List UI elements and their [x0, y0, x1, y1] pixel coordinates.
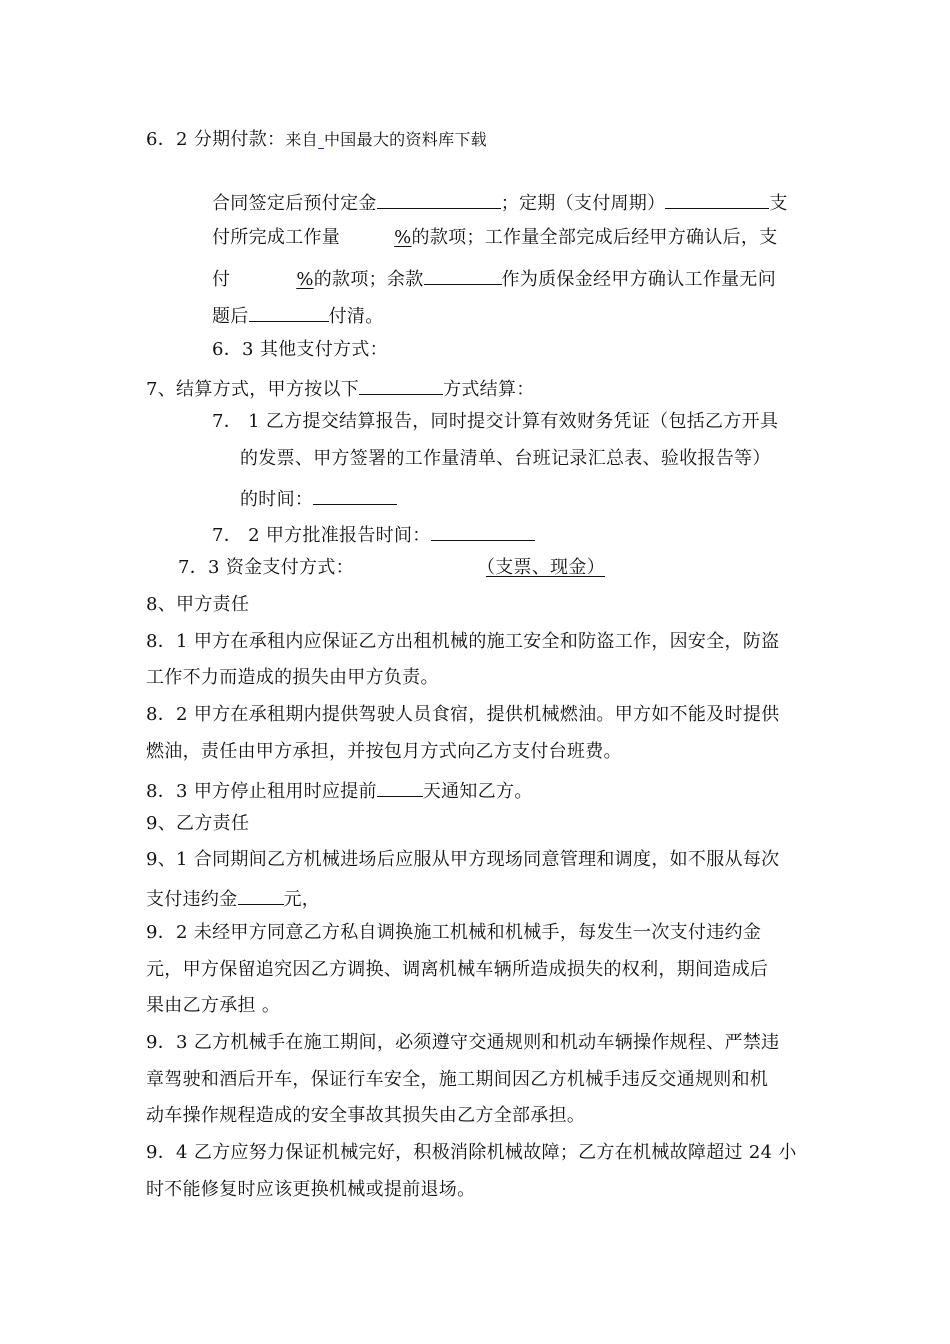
text: 付所完成工作量: [212, 227, 341, 248]
text: 合同签定后预付定金: [212, 193, 377, 214]
settlement-method-blank: [359, 374, 443, 395]
section-7-1-line-3: [240, 484, 397, 512]
settle-blank: [249, 301, 329, 322]
text: 7．3 资金支付方式：: [178, 557, 354, 578]
section-9-3-line-1: 9．3 乙方机械手在施工期间，必须遵守交通规则和机动车辆操作规程、严禁违: [146, 1032, 780, 1053]
section-label: 6．2 分期付款：: [146, 129, 286, 150]
payment-line-3: [212, 264, 806, 292]
report-time-blank: [313, 484, 397, 505]
text: 的款项；工作量全部完成后经甲方确认后，支: [411, 227, 778, 248]
text: 的款项；余款: [313, 269, 424, 290]
section-6-3: 6．3 其他支付方式：: [212, 339, 388, 360]
text: 作为质保金经甲方确认工作量无问: [501, 269, 777, 290]
text: 的时间：: [240, 489, 314, 510]
penalty-blank: [238, 884, 284, 905]
payment-method-blank: （支票、现金）: [485, 557, 606, 578]
text: 支付违约金: [146, 889, 238, 910]
text: 天通知乙方。: [422, 781, 533, 802]
text: 7． 2 甲方批准报告时间：: [212, 525, 431, 546]
section-9-1-line-1: 9、1 合同期间乙方机械进场后应服从甲方现场同意管理和调度，如不服从每次: [146, 849, 780, 870]
text: 付清。: [328, 306, 384, 327]
section-9-2-line-1: 9．2 未经甲方同意乙方私自调换施工机械和机械手，每发生一次支付违约金: [146, 922, 762, 943]
section-9-4-line-1: 9．4 乙方应努力保证机械完好，积极消除机械故障；乙方在机械故障超过 24 小: [146, 1142, 797, 1163]
text: 方式结算：: [443, 379, 535, 400]
deposit-blank: [377, 188, 501, 209]
percent-blank: %: [296, 269, 314, 290]
text: 支: [769, 193, 788, 214]
section-7-3: [178, 556, 605, 580]
source-text-tail: 中国最大的资料库下载: [323, 130, 487, 149]
section-8-2-line-1: 8．2 甲方在承租期内提供驾驶人员食宿，提供机械燃油。甲方如不能及时提供: [146, 704, 780, 725]
section-8-1-line-1: 8．1 甲方在承租内应保证乙方出租机械的施工安全和防盗工作，因安全，防盗: [146, 631, 780, 652]
text: ；定期（支付周期）: [500, 193, 666, 214]
text: 元，: [283, 889, 321, 910]
section-9-4-line-2: 时不能修复时应该更换机械或提前退场。: [146, 1179, 476, 1200]
section-7-1-line-1: 7． 1 乙方提交结算报告，同时提交计算有效财务凭证（包括乙方开具: [212, 411, 779, 432]
balance-blank: [424, 264, 502, 285]
section-8-1-line-2: 工作不力而造成的损失由甲方负责。: [146, 667, 439, 688]
section-7: [146, 374, 535, 402]
approval-time-blank: [431, 520, 535, 541]
section-8-2-line-2: 燃油，责任由甲方承担，并按包月方式向乙方支付台班费。: [146, 741, 622, 762]
section-7-2: [212, 520, 535, 548]
text: 7、结算方式，甲方按以下: [146, 379, 360, 400]
section-9-3-line-3: 动车操作规程造成的安全事故其损失由乙方全部承担。: [146, 1105, 586, 1126]
section-9-2-line-2: 元，甲方保留追究因乙方调换、调离机械车辆所造成损失的权利，期间造成后: [146, 959, 769, 980]
notice-days-blank: [377, 776, 423, 797]
section-6-2-heading: [146, 128, 487, 152]
section-7-1-line-2: 的发票、甲方签署的工作量清单、台班记录汇总表、验收报告等）: [240, 448, 771, 469]
section-9-1-line-2: [146, 884, 320, 912]
source-text: 来自: [285, 130, 318, 149]
payment-line-4: [212, 301, 384, 329]
percent-blank: %: [394, 227, 412, 248]
text: 题后: [212, 306, 249, 327]
section-8-3: [146, 776, 533, 804]
section-8-heading: 8、甲方责任: [146, 594, 250, 615]
text: 付: [212, 269, 231, 290]
period-blank: [665, 188, 769, 209]
section-9-3-line-2: 章驾驶和酒后开车，保证行车安全，施工期间因乙方机械手违反交通规则和机: [146, 1069, 769, 1090]
payment-line-2: [212, 226, 806, 250]
payment-line-1: [212, 188, 806, 216]
text: 8．3 甲方停止租用时应提前: [146, 781, 377, 802]
section-9-heading: 9、乙方责任: [146, 813, 250, 834]
section-9-2-line-3: 果由乙方承担 。: [146, 995, 281, 1016]
